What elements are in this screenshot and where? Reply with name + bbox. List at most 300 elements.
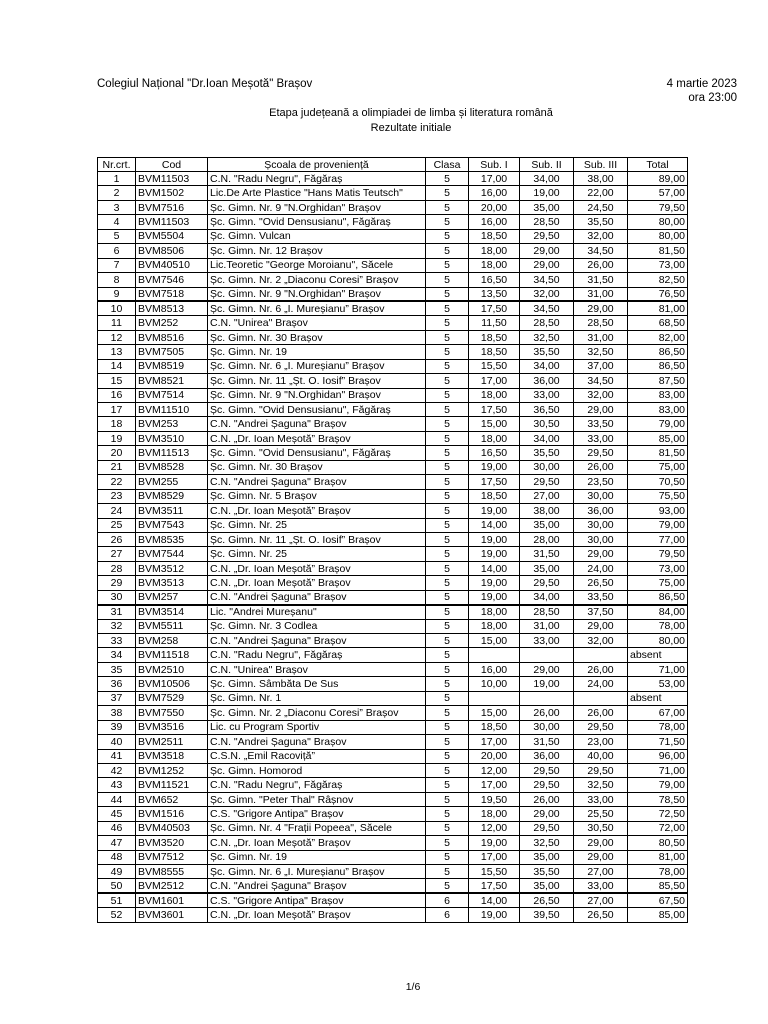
table-row bbox=[98, 489, 688, 503]
clasa-cell: 5 bbox=[426, 258, 469, 272]
cod-cell: BVM2511 bbox=[136, 735, 208, 749]
nr-crt-cell: 25 bbox=[98, 518, 136, 532]
cod-cell: BVM1502 bbox=[136, 186, 208, 200]
sub-iii-cell: 32,00 bbox=[574, 634, 628, 648]
scoala-cell: C.N. "Radu Negru", Făgăraș bbox=[208, 648, 426, 662]
sub-i-cell: 18,50 bbox=[469, 229, 520, 243]
clasa-cell: 5 bbox=[426, 807, 469, 821]
clasa-cell: 5 bbox=[426, 186, 469, 200]
sub-i-cell: 12,00 bbox=[469, 763, 520, 777]
scoala-cell: Șc. Gimn. "Ovid Densusianu", Făgăraș bbox=[208, 446, 426, 460]
total-cell: 86,50 bbox=[628, 345, 688, 359]
report-date: 4 martie 2023 bbox=[666, 78, 737, 90]
sub-i-cell: 13,50 bbox=[469, 287, 520, 301]
scoala-cell: Șc. Gimn. Nr. 25 bbox=[208, 547, 426, 561]
total-cell: 84,00 bbox=[628, 605, 688, 619]
total-cell: 71,50 bbox=[628, 735, 688, 749]
sub-i-cell: 15,50 bbox=[469, 359, 520, 373]
sub-iii-cell: 29,00 bbox=[574, 301, 628, 315]
table-row bbox=[98, 821, 688, 835]
clasa-cell: 5 bbox=[426, 792, 469, 806]
clasa-cell: 5 bbox=[426, 735, 469, 749]
clasa-cell: 5 bbox=[426, 590, 469, 604]
clasa-cell: 5 bbox=[426, 172, 469, 186]
cod-cell: BVM8506 bbox=[136, 244, 208, 258]
sub-i-cell: 18,50 bbox=[469, 330, 520, 344]
sub-ii-cell: 31,50 bbox=[520, 547, 574, 561]
sub-ii-cell: 19,00 bbox=[520, 677, 574, 691]
total-cell: 71,00 bbox=[628, 763, 688, 777]
sub-i-cell: 19,00 bbox=[469, 836, 520, 850]
nr-crt-cell: 16 bbox=[98, 388, 136, 402]
total-cell: 80,00 bbox=[628, 634, 688, 648]
clasa-cell: 5 bbox=[426, 446, 469, 460]
scoala-cell: Șc. Gimn. "Ovid Densusianu", Făgăraș bbox=[208, 215, 426, 229]
sub-i-cell: 20,00 bbox=[469, 749, 520, 763]
sub-i-cell: 18,00 bbox=[469, 605, 520, 619]
clasa-cell: 5 bbox=[426, 865, 469, 879]
sub-ii-cell: 29,50 bbox=[520, 475, 574, 489]
sub-iii-cell: 30,00 bbox=[574, 518, 628, 532]
sub-iii-cell: 33,50 bbox=[574, 417, 628, 431]
nr-crt-cell: 18 bbox=[98, 417, 136, 431]
sub-iii-cell: 29,00 bbox=[574, 403, 628, 417]
total-cell: 76,50 bbox=[628, 287, 688, 301]
nr-crt-cell: 42 bbox=[98, 763, 136, 777]
table-row bbox=[98, 431, 688, 445]
clasa-cell: 5 bbox=[426, 489, 469, 503]
table-row bbox=[98, 865, 688, 879]
nr-crt-cell: 43 bbox=[98, 778, 136, 792]
nr-crt-cell: 49 bbox=[98, 865, 136, 879]
scoala-cell: Lic.De Arte Plastice "Hans Matis Teutsch" bbox=[208, 186, 426, 200]
sub-ii-cell: 35,00 bbox=[520, 879, 574, 893]
total-cell: 93,00 bbox=[628, 504, 688, 518]
cod-cell: BVM252 bbox=[136, 316, 208, 330]
cod-cell: BVM8529 bbox=[136, 489, 208, 503]
nr-crt-cell: 10 bbox=[98, 301, 136, 315]
clasa-cell: 5 bbox=[426, 662, 469, 676]
sub-iii-cell: 26,00 bbox=[574, 258, 628, 272]
clasa-cell: 5 bbox=[426, 778, 469, 792]
sub-i-cell: 17,00 bbox=[469, 850, 520, 864]
sub-ii-cell: 29,00 bbox=[520, 244, 574, 258]
table-row bbox=[98, 547, 688, 561]
sub-ii-cell: 36,00 bbox=[520, 374, 574, 388]
sub-iii-cell: 32,50 bbox=[574, 345, 628, 359]
clasa-cell: 5 bbox=[426, 330, 469, 344]
sub-iii-cell: 23,50 bbox=[574, 475, 628, 489]
scoala-cell: Șc. Gimn. Nr. 6 „I. Mureșianu” Brașov bbox=[208, 359, 426, 373]
nr-crt-cell: 46 bbox=[98, 821, 136, 835]
scoala-cell: C.N. "Unirea" Brașov bbox=[208, 316, 426, 330]
cod-cell: BVM3601 bbox=[136, 908, 208, 922]
nr-crt-cell: 34 bbox=[98, 648, 136, 662]
sub-ii-cell: 32,00 bbox=[520, 287, 574, 301]
sub-iii-cell: 24,50 bbox=[574, 200, 628, 214]
scoala-cell: Șc. Gimn. Nr. 11 „Șt. O. Iosif” Brașov bbox=[208, 374, 426, 388]
total-cell: 78,00 bbox=[628, 865, 688, 879]
table-row bbox=[98, 518, 688, 532]
table-row bbox=[98, 735, 688, 749]
sub-ii-cell: 19,00 bbox=[520, 186, 574, 200]
sub-i-cell: 14,00 bbox=[469, 518, 520, 532]
sub-iii-cell: 22,00 bbox=[574, 186, 628, 200]
results-table bbox=[97, 157, 688, 923]
sub-i-cell: 17,00 bbox=[469, 374, 520, 388]
table-row bbox=[98, 460, 688, 474]
sub-iii-cell: 35,50 bbox=[574, 215, 628, 229]
total-cell: 81,50 bbox=[628, 446, 688, 460]
table-row bbox=[98, 359, 688, 373]
sub-ii-cell: 28,00 bbox=[520, 532, 574, 546]
sub-i-cell: 18,50 bbox=[469, 345, 520, 359]
total-cell: 79,50 bbox=[628, 547, 688, 561]
sub-iii-cell: 26,50 bbox=[574, 576, 628, 590]
total-cell: 83,00 bbox=[628, 388, 688, 402]
clasa-cell: 5 bbox=[426, 561, 469, 575]
table-row bbox=[98, 561, 688, 575]
cod-cell: BVM8535 bbox=[136, 532, 208, 546]
sub-iii-cell: 30,50 bbox=[574, 821, 628, 835]
clasa-cell: 5 bbox=[426, 244, 469, 258]
table-row bbox=[98, 576, 688, 590]
scoala-cell: Șc. Gimn. "Peter Thal" Râșnov bbox=[208, 792, 426, 806]
sub-ii-cell: 26,00 bbox=[520, 706, 574, 720]
total-cell: 78,00 bbox=[628, 720, 688, 734]
clasa-cell: 5 bbox=[426, 273, 469, 287]
sub-iii-cell: 29,50 bbox=[574, 763, 628, 777]
nr-crt-cell: 14 bbox=[98, 359, 136, 373]
scoala-cell: Șc. Gimn. Nr. 9 "N.Orghidan" Brașov bbox=[208, 200, 426, 214]
cod-cell: BVM7529 bbox=[136, 691, 208, 705]
clasa-cell: 5 bbox=[426, 677, 469, 691]
sub-iii-cell: 23,00 bbox=[574, 735, 628, 749]
total-cell: 75,00 bbox=[628, 460, 688, 474]
sub-ii-cell: 27,00 bbox=[520, 489, 574, 503]
table-row bbox=[98, 662, 688, 676]
sub-ii-cell: 29,50 bbox=[520, 229, 574, 243]
scoala-cell: C.S. "Grigore Antipa" Brașov bbox=[208, 893, 426, 907]
nr-crt-cell: 15 bbox=[98, 374, 136, 388]
table-row bbox=[98, 749, 688, 763]
sub-i-cell: 17,50 bbox=[469, 403, 520, 417]
total-cell: 75,50 bbox=[628, 489, 688, 503]
sub-ii-cell: 32,50 bbox=[520, 330, 574, 344]
nr-crt-cell: 7 bbox=[98, 258, 136, 272]
cod-cell: BVM8516 bbox=[136, 330, 208, 344]
nr-crt-cell: 6 bbox=[98, 244, 136, 258]
sub-i-cell: 15,00 bbox=[469, 634, 520, 648]
scoala-cell: C.N. "Radu Negru", Făgăraș bbox=[208, 778, 426, 792]
table-row bbox=[98, 605, 688, 619]
cod-cell: BVM8555 bbox=[136, 865, 208, 879]
sub-ii-cell: 35,50 bbox=[520, 865, 574, 879]
nr-crt-cell: 21 bbox=[98, 460, 136, 474]
nr-crt-cell: 50 bbox=[98, 879, 136, 893]
sub-i-cell: 11,50 bbox=[469, 316, 520, 330]
sub-ii-cell: 34,00 bbox=[520, 359, 574, 373]
total-cell: 81,00 bbox=[628, 850, 688, 864]
clasa-cell: 5 bbox=[426, 403, 469, 417]
table-row bbox=[98, 301, 688, 315]
table-row bbox=[98, 504, 688, 518]
clasa-cell: 5 bbox=[426, 532, 469, 546]
clasa-cell: 5 bbox=[426, 316, 469, 330]
cod-cell: BVM7546 bbox=[136, 273, 208, 287]
sub-ii-cell: 26,50 bbox=[520, 893, 574, 907]
cod-cell: BVM258 bbox=[136, 634, 208, 648]
cod-cell: BVM7544 bbox=[136, 547, 208, 561]
cod-cell: BVM11503 bbox=[136, 215, 208, 229]
table-row bbox=[98, 417, 688, 431]
scoala-cell: Șc. Gimn. Nr. 4 "Frații Popeea", Săcele bbox=[208, 821, 426, 835]
sub-i-cell: 16,50 bbox=[469, 273, 520, 287]
sub-i-cell: 18,00 bbox=[469, 431, 520, 445]
total-cell: 83,00 bbox=[628, 403, 688, 417]
clasa-cell: 6 bbox=[426, 908, 469, 922]
scoala-cell: Șc. Gimn. "Ovid Densusianu", Făgăraș bbox=[208, 403, 426, 417]
clasa-cell: 5 bbox=[426, 691, 469, 705]
sub-i-cell bbox=[469, 648, 520, 662]
results-table-body bbox=[98, 172, 688, 923]
sub-i-cell: 19,00 bbox=[469, 590, 520, 604]
sub-ii-cell: 30,00 bbox=[520, 720, 574, 734]
clasa-cell: 5 bbox=[426, 374, 469, 388]
nr-crt-cell: 4 bbox=[98, 215, 136, 229]
sub-iii-cell: 32,00 bbox=[574, 388, 628, 402]
sub-i-cell: 20,00 bbox=[469, 200, 520, 214]
sub-iii-cell: 27,00 bbox=[574, 893, 628, 907]
sub-iii-cell: 29,00 bbox=[574, 850, 628, 864]
table-row bbox=[98, 619, 688, 633]
sub-iii-cell: 24,00 bbox=[574, 677, 628, 691]
sub-i-cell bbox=[469, 691, 520, 705]
clasa-cell: 5 bbox=[426, 460, 469, 474]
nr-crt-cell: 30 bbox=[98, 590, 136, 604]
cod-cell: BVM3514 bbox=[136, 605, 208, 619]
scoala-cell: Șc. Gimn. Nr. 6 „I. Mureșianu” Brașov bbox=[208, 865, 426, 879]
cod-cell: BVM3511 bbox=[136, 504, 208, 518]
scoala-cell: Lic. cu Program Sportiv bbox=[208, 720, 426, 734]
clasa-cell: 5 bbox=[426, 821, 469, 835]
sub-ii-cell: 35,00 bbox=[520, 561, 574, 575]
document-title bbox=[97, 106, 725, 136]
scoala-cell: Șc. Gimn. Nr. 9 "N.Orghidan" Brașov bbox=[208, 287, 426, 301]
nr-crt-cell: 19 bbox=[98, 431, 136, 445]
sub-iii-cell: 33,00 bbox=[574, 792, 628, 806]
sub-iii-cell: 31,00 bbox=[574, 330, 628, 344]
sub-iii-cell: 29,00 bbox=[574, 619, 628, 633]
clasa-cell: 5 bbox=[426, 763, 469, 777]
table-row bbox=[98, 677, 688, 691]
scoala-cell: Șc. Gimn. Nr. 19 bbox=[208, 850, 426, 864]
nr-crt-cell: 51 bbox=[98, 893, 136, 907]
sub-i-cell: 18,50 bbox=[469, 720, 520, 734]
table-row bbox=[98, 374, 688, 388]
scoala-cell: Lic.Teoretic "George Moroianu", Săcele bbox=[208, 258, 426, 272]
cod-cell: BVM2512 bbox=[136, 879, 208, 893]
sub-iii-cell: 38,00 bbox=[574, 172, 628, 186]
sub-ii-cell: 38,00 bbox=[520, 504, 574, 518]
total-cell: 81,00 bbox=[628, 301, 688, 315]
sub-ii-cell: 32,50 bbox=[520, 836, 574, 850]
sub-iii-cell: 26,00 bbox=[574, 662, 628, 676]
nr-crt-cell: 24 bbox=[98, 504, 136, 518]
sub-iii-cell: 40,00 bbox=[574, 749, 628, 763]
sub-i-cell: 19,00 bbox=[469, 547, 520, 561]
table-row bbox=[98, 720, 688, 734]
scoala-cell: Șc. Gimn. Nr. 25 bbox=[208, 518, 426, 532]
cod-cell: BVM11518 bbox=[136, 648, 208, 662]
nr-crt-cell: 37 bbox=[98, 691, 136, 705]
nr-crt-cell: 1 bbox=[98, 172, 136, 186]
sub-i-cell: 17,50 bbox=[469, 475, 520, 489]
total-cell: 73,00 bbox=[628, 561, 688, 575]
table-row bbox=[98, 792, 688, 806]
scoala-cell: C.N. „Dr. Ioan Meșotă” Brașov bbox=[208, 908, 426, 922]
sub-i-cell: 18,00 bbox=[469, 258, 520, 272]
sub-iii-cell: 34,50 bbox=[574, 244, 628, 258]
cod-cell: BVM1601 bbox=[136, 893, 208, 907]
table-row bbox=[98, 287, 688, 301]
total-cell: 81,50 bbox=[628, 244, 688, 258]
total-cell: 79,50 bbox=[628, 200, 688, 214]
total-cell: 86,50 bbox=[628, 590, 688, 604]
sub-ii-cell: 28,50 bbox=[520, 215, 574, 229]
scoala-cell: Șc. Gimn. Homorod bbox=[208, 763, 426, 777]
nr-crt-cell: 48 bbox=[98, 850, 136, 864]
sub-i-cell: 16,00 bbox=[469, 186, 520, 200]
sub-iii-cell: 31,50 bbox=[574, 273, 628, 287]
table-row bbox=[98, 403, 688, 417]
sub-ii-cell: 35,00 bbox=[520, 200, 574, 214]
clasa-cell: 5 bbox=[426, 749, 469, 763]
total-cell: 78,00 bbox=[628, 619, 688, 633]
sub-i-cell: 17,00 bbox=[469, 778, 520, 792]
clasa-cell: 5 bbox=[426, 359, 469, 373]
scoala-cell: C.N. „Dr. Ioan Meșotă” Brașov bbox=[208, 561, 426, 575]
table-row bbox=[98, 345, 688, 359]
nr-crt-cell: 29 bbox=[98, 576, 136, 590]
cod-cell: BVM11503 bbox=[136, 172, 208, 186]
sub-iii-cell: 26,00 bbox=[574, 460, 628, 474]
nr-crt-cell: 11 bbox=[98, 316, 136, 330]
clasa-cell: 5 bbox=[426, 229, 469, 243]
sub-ii-cell: 36,00 bbox=[520, 749, 574, 763]
cod-cell: BVM7516 bbox=[136, 200, 208, 214]
nr-crt-cell: 47 bbox=[98, 836, 136, 850]
total-cell: absent bbox=[628, 648, 688, 662]
header-scoala: Școala de proveniență bbox=[208, 158, 426, 172]
total-cell: 72,50 bbox=[628, 807, 688, 821]
scoala-cell: Șc. Gimn. Sâmbăta De Sus bbox=[208, 677, 426, 691]
sub-i-cell: 17,00 bbox=[469, 172, 520, 186]
sub-iii-cell: 26,00 bbox=[574, 706, 628, 720]
sub-i-cell: 19,00 bbox=[469, 908, 520, 922]
clasa-cell: 5 bbox=[426, 215, 469, 229]
nr-crt-cell: 32 bbox=[98, 619, 136, 633]
cod-cell: BVM253 bbox=[136, 417, 208, 431]
cod-cell: BVM7543 bbox=[136, 518, 208, 532]
report-time: ora 23:00 bbox=[688, 92, 737, 104]
clasa-cell: 5 bbox=[426, 879, 469, 893]
sub-ii-cell: 34,00 bbox=[520, 590, 574, 604]
header-nr-crt: Nr.crt. bbox=[98, 158, 136, 172]
total-cell: 96,00 bbox=[628, 749, 688, 763]
nr-crt-cell: 41 bbox=[98, 749, 136, 763]
sub-iii-cell: 30,00 bbox=[574, 489, 628, 503]
total-cell: 89,00 bbox=[628, 172, 688, 186]
clasa-cell: 5 bbox=[426, 619, 469, 633]
scoala-cell: Șc. Gimn. Nr. 2 „Diaconu Coresi” Brașov bbox=[208, 273, 426, 287]
sub-ii-cell bbox=[520, 648, 574, 662]
sub-iii-cell: 37,00 bbox=[574, 359, 628, 373]
nr-crt-cell: 31 bbox=[98, 605, 136, 619]
total-cell: 73,00 bbox=[628, 258, 688, 272]
header-sub-ii: Sub. II bbox=[520, 158, 574, 172]
scoala-cell: C.N. „Dr. Ioan Meșotă” Brașov bbox=[208, 504, 426, 518]
sub-i-cell: 14,00 bbox=[469, 561, 520, 575]
sub-ii-cell: 34,00 bbox=[520, 431, 574, 445]
sub-ii-cell: 26,00 bbox=[520, 792, 574, 806]
cod-cell: BVM11510 bbox=[136, 403, 208, 417]
sub-i-cell: 19,00 bbox=[469, 532, 520, 546]
cod-cell: BVM652 bbox=[136, 792, 208, 806]
page-number: 1/6 bbox=[405, 981, 421, 993]
clasa-cell: 5 bbox=[426, 836, 469, 850]
total-cell: 80,00 bbox=[628, 229, 688, 243]
scoala-cell: Șc. Gimn. Nr. 30 Brașov bbox=[208, 460, 426, 474]
nr-crt-cell: 9 bbox=[98, 287, 136, 301]
scoala-cell: Șc. Gimn. Nr. 12 Brașov bbox=[208, 244, 426, 258]
scoala-cell: C.N. "Radu Negru", Făgăraș bbox=[208, 172, 426, 186]
sub-i-cell: 15,00 bbox=[469, 417, 520, 431]
sub-i-cell: 17,00 bbox=[469, 735, 520, 749]
scoala-cell: C.N. "Andrei Șaguna" Brașov bbox=[208, 475, 426, 489]
header-sub-iii: Sub. III bbox=[574, 158, 628, 172]
cod-cell: BVM257 bbox=[136, 590, 208, 604]
sub-iii-cell: 34,50 bbox=[574, 374, 628, 388]
title-line-1: Etapa județeană a olimpiadei de limba și literatura română bbox=[269, 107, 553, 119]
scoala-cell: Șc. Gimn. Nr. 2 „Diaconu Coresi” Brașov bbox=[208, 706, 426, 720]
sub-iii-cell: 29,50 bbox=[574, 720, 628, 734]
table-row bbox=[98, 330, 688, 344]
scoala-cell: Șc. Gimn. Nr. 9 "N.Orghidan" Brașov bbox=[208, 388, 426, 402]
cod-cell: BVM5504 bbox=[136, 229, 208, 243]
table-row bbox=[98, 258, 688, 272]
table-row bbox=[98, 532, 688, 546]
sub-iii-cell: 37,50 bbox=[574, 605, 628, 619]
table-row bbox=[98, 200, 688, 214]
sub-ii-cell: 29,00 bbox=[520, 258, 574, 272]
sub-ii-cell: 34,50 bbox=[520, 301, 574, 315]
scoala-cell: Șc. Gimn. Nr. 30 Brașov bbox=[208, 330, 426, 344]
sub-i-cell: 16,00 bbox=[469, 215, 520, 229]
total-cell: 85,50 bbox=[628, 879, 688, 893]
total-cell: 78,50 bbox=[628, 792, 688, 806]
nr-crt-cell: 44 bbox=[98, 792, 136, 806]
table-row bbox=[98, 590, 688, 604]
header-clasa: Clasa bbox=[426, 158, 469, 172]
cod-cell: BVM255 bbox=[136, 475, 208, 489]
table-row bbox=[98, 229, 688, 243]
nr-crt-cell: 52 bbox=[98, 908, 136, 922]
title-line-2: Rezultate initiale bbox=[370, 122, 452, 134]
scoala-cell: Șc. Gimn. Nr. 11 „Șt. O. Iosif” Brașov bbox=[208, 532, 426, 546]
clasa-cell: 5 bbox=[426, 605, 469, 619]
sub-i-cell: 16,00 bbox=[469, 662, 520, 676]
